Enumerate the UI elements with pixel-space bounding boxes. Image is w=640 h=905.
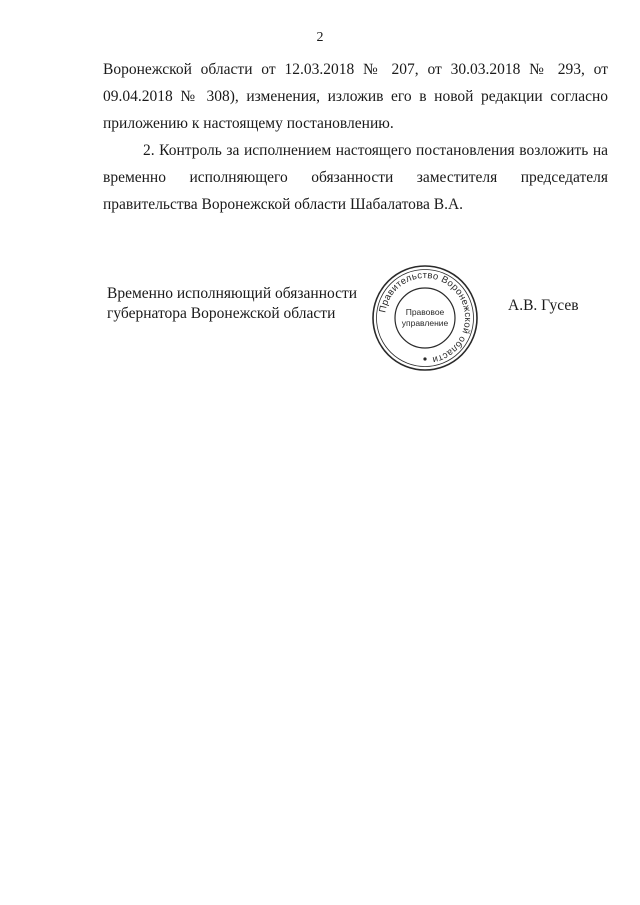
page-number: 2	[316, 30, 324, 45]
official-stamp	[370, 263, 480, 373]
stamp-star-icon	[423, 357, 426, 360]
signatory-title-line: Временно исполняющий обязанности	[107, 285, 358, 302]
text-line: 2. Контроль за исполнением настоящего постановления возложить на	[143, 142, 608, 159]
paragraph-control	[103, 137, 608, 218]
text-line: правительства Воронежской области Шабалатова В.А.	[103, 196, 464, 213]
paragraph-amendments	[103, 56, 608, 137]
stamp-center-line: управление	[401, 318, 449, 328]
text-line: временно исполняющего обязанности заместителя председателя	[103, 169, 608, 186]
text-line: Воронежской области от 12.03.2018 № 207, от 30.03.2018 № 293, от	[103, 61, 608, 78]
stamp-ring-text: Правительство Воронежской области	[377, 269, 474, 366]
text-line: приложению к настоящему постановлению.	[103, 115, 394, 132]
signatory-title	[107, 284, 357, 324]
text-line: 09.04.2018 № 308), изменения, изложив его в новой редакции согласно	[103, 88, 608, 105]
signatory-title-line: губернатора Воронежской области	[107, 305, 336, 322]
stamp-center-line: Правовое	[405, 307, 445, 317]
signatory-name: А.В. Гусев	[508, 297, 579, 314]
